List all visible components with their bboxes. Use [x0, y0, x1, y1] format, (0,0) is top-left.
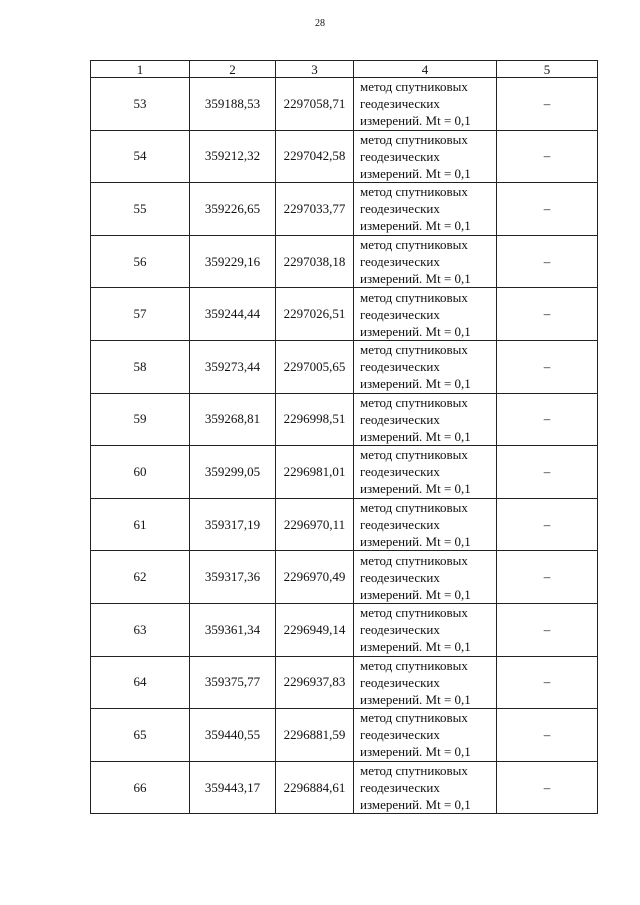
- method-line-3: измерений. Mt = 0,1: [360, 271, 471, 287]
- method-line-1: метод спутниковых: [360, 447, 468, 463]
- y-coordinate-cell: 2296949,14: [276, 603, 354, 656]
- note-cell: –: [497, 340, 598, 393]
- note-cell: –: [497, 761, 598, 814]
- point-number-cell: 56: [91, 235, 190, 288]
- method-line-2: геодезических: [360, 727, 440, 743]
- table-row: [91, 446, 598, 499]
- table-header: [91, 61, 598, 78]
- note-cell: –: [497, 709, 598, 762]
- method-cell: [354, 235, 497, 288]
- method-cell: [354, 78, 497, 131]
- note-cell: –: [497, 603, 598, 656]
- table-row: [91, 551, 598, 604]
- method-line-2: геодезических: [360, 674, 440, 690]
- table-row: [91, 78, 598, 131]
- point-number-cell: 57: [91, 288, 190, 341]
- method-line-1: метод спутниковых: [360, 552, 468, 568]
- method-line-2: геодезических: [360, 96, 440, 112]
- table-row: [91, 130, 598, 183]
- point-number-cell: 61: [91, 498, 190, 551]
- method-line-1: метод спутниковых: [360, 79, 468, 95]
- method-line-1: метод спутниковых: [360, 710, 468, 726]
- method-line-3: измерений. Mt = 0,1: [360, 113, 471, 129]
- point-number-cell: 66: [91, 761, 190, 814]
- y-coordinate-cell: 2297038,18: [276, 235, 354, 288]
- note-cell: –: [497, 498, 598, 551]
- header-row: [91, 61, 598, 78]
- method-line-3: измерений. Mt = 0,1: [360, 218, 471, 234]
- table-row: [91, 656, 598, 709]
- method-cell: [354, 288, 497, 341]
- method-cell: [354, 761, 497, 814]
- method-line-2: геодезических: [360, 464, 440, 480]
- method-line-2: геодезических: [360, 569, 440, 585]
- method-line-1: метод спутниковых: [360, 394, 468, 410]
- method-line-2: геодезических: [360, 780, 440, 796]
- table-row: [91, 235, 598, 288]
- y-coordinate-cell: 2297026,51: [276, 288, 354, 341]
- method-line-1: метод спутниковых: [360, 605, 468, 621]
- method-line-3: измерений. Mt = 0,1: [360, 639, 471, 655]
- method-line-1: метод спутниковых: [360, 657, 468, 673]
- note-cell: –: [497, 288, 598, 341]
- method-line-1: метод спутниковых: [360, 500, 468, 516]
- note-cell: –: [497, 656, 598, 709]
- method-line-3: измерений. Mt = 0,1: [360, 165, 471, 181]
- method-line-3: измерений. Mt = 0,1: [360, 744, 471, 760]
- method-line-3: измерений. Mt = 0,1: [360, 691, 471, 707]
- method-cell: [354, 498, 497, 551]
- x-coordinate-cell: 359440,55: [190, 709, 276, 762]
- point-number-cell: 64: [91, 656, 190, 709]
- method-line-3: измерений. Mt = 0,1: [360, 481, 471, 497]
- method-cell: [354, 656, 497, 709]
- point-number-cell: 62: [91, 551, 190, 604]
- x-coordinate-cell: 359244,44: [190, 288, 276, 341]
- point-number-cell: 53: [91, 78, 190, 131]
- method-line-3: измерений. Mt = 0,1: [360, 428, 471, 444]
- method-line-2: геодезических: [360, 359, 440, 375]
- note-cell: –: [497, 235, 598, 288]
- x-coordinate-cell: 359317,19: [190, 498, 276, 551]
- method-cell: [354, 603, 497, 656]
- note-cell: –: [497, 446, 598, 499]
- header-col-1: 1: [91, 61, 190, 78]
- y-coordinate-cell: 2296970,11: [276, 498, 354, 551]
- method-line-1: метод спутниковых: [360, 237, 468, 253]
- x-coordinate-cell: 359443,17: [190, 761, 276, 814]
- table-row: [91, 498, 598, 551]
- note-cell: –: [497, 130, 598, 183]
- table-row: [91, 288, 598, 341]
- note-cell: –: [497, 183, 598, 236]
- point-number-cell: 58: [91, 340, 190, 393]
- method-line-1: метод спутниковых: [360, 131, 468, 147]
- method-line-2: геодезических: [360, 517, 440, 533]
- note-cell: –: [497, 551, 598, 604]
- y-coordinate-cell: 2296884,61: [276, 761, 354, 814]
- table-body: [91, 78, 598, 814]
- header-col-4: 4: [354, 61, 497, 78]
- point-number-cell: 60: [91, 446, 190, 499]
- x-coordinate-cell: 359212,32: [190, 130, 276, 183]
- method-line-2: геодезических: [360, 411, 440, 427]
- method-line-2: геодезических: [360, 306, 440, 322]
- x-coordinate-cell: 359317,36: [190, 551, 276, 604]
- method-line-1: метод спутниковых: [360, 289, 468, 305]
- table-row: [91, 393, 598, 446]
- method-line-3: измерений. Mt = 0,1: [360, 797, 471, 813]
- method-line-3: измерений. Mt = 0,1: [360, 534, 471, 550]
- table-row: [91, 709, 598, 762]
- y-coordinate-cell: 2297058,71: [276, 78, 354, 131]
- method-line-1: метод спутниковых: [360, 184, 468, 200]
- table-row: [91, 761, 598, 814]
- method-line-2: геодезических: [360, 254, 440, 270]
- method-cell: [354, 393, 497, 446]
- header-col-5: 5: [497, 61, 598, 78]
- y-coordinate-cell: 2296881,59: [276, 709, 354, 762]
- table-row: [91, 183, 598, 236]
- y-coordinate-cell: 2297005,65: [276, 340, 354, 393]
- note-cell: –: [497, 393, 598, 446]
- point-number-cell: 63: [91, 603, 190, 656]
- x-coordinate-cell: 359361,34: [190, 603, 276, 656]
- method-cell: [354, 183, 497, 236]
- x-coordinate-cell: 359226,65: [190, 183, 276, 236]
- method-cell: [354, 551, 497, 604]
- header-col-3: 3: [276, 61, 354, 78]
- y-coordinate-cell: 2296981,01: [276, 446, 354, 499]
- table-row: [91, 603, 598, 656]
- y-coordinate-cell: 2296998,51: [276, 393, 354, 446]
- x-coordinate-cell: 359299,05: [190, 446, 276, 499]
- x-coordinate-cell: 359268,81: [190, 393, 276, 446]
- x-coordinate-cell: 359375,77: [190, 656, 276, 709]
- note-cell: –: [497, 78, 598, 131]
- page-number: 28: [315, 18, 325, 29]
- y-coordinate-cell: 2297042,58: [276, 130, 354, 183]
- header-col-2: 2: [190, 61, 276, 78]
- method-cell: [354, 340, 497, 393]
- method-line-3: измерений. Mt = 0,1: [360, 586, 471, 602]
- method-line-2: геодезических: [360, 148, 440, 164]
- point-number-cell: 65: [91, 709, 190, 762]
- point-number-cell: 55: [91, 183, 190, 236]
- y-coordinate-cell: 2296970,49: [276, 551, 354, 604]
- method-line-1: метод спутниковых: [360, 342, 468, 358]
- x-coordinate-cell: 359229,16: [190, 235, 276, 288]
- method-line-2: геодезических: [360, 622, 440, 638]
- method-line-1: метод спутниковых: [360, 763, 468, 779]
- method-line-2: геодезических: [360, 201, 440, 217]
- point-number-cell: 59: [91, 393, 190, 446]
- x-coordinate-cell: 359188,53: [190, 78, 276, 131]
- x-coordinate-cell: 359273,44: [190, 340, 276, 393]
- y-coordinate-cell: 2297033,77: [276, 183, 354, 236]
- point-number-cell: 54: [91, 130, 190, 183]
- method-cell: [354, 130, 497, 183]
- method-line-3: измерений. Mt = 0,1: [360, 323, 471, 339]
- coordinates-table: [90, 60, 598, 814]
- method-cell: [354, 709, 497, 762]
- y-coordinate-cell: 2296937,83: [276, 656, 354, 709]
- table-row: [91, 340, 598, 393]
- method-cell: [354, 446, 497, 499]
- method-line-3: измерений. Mt = 0,1: [360, 376, 471, 392]
